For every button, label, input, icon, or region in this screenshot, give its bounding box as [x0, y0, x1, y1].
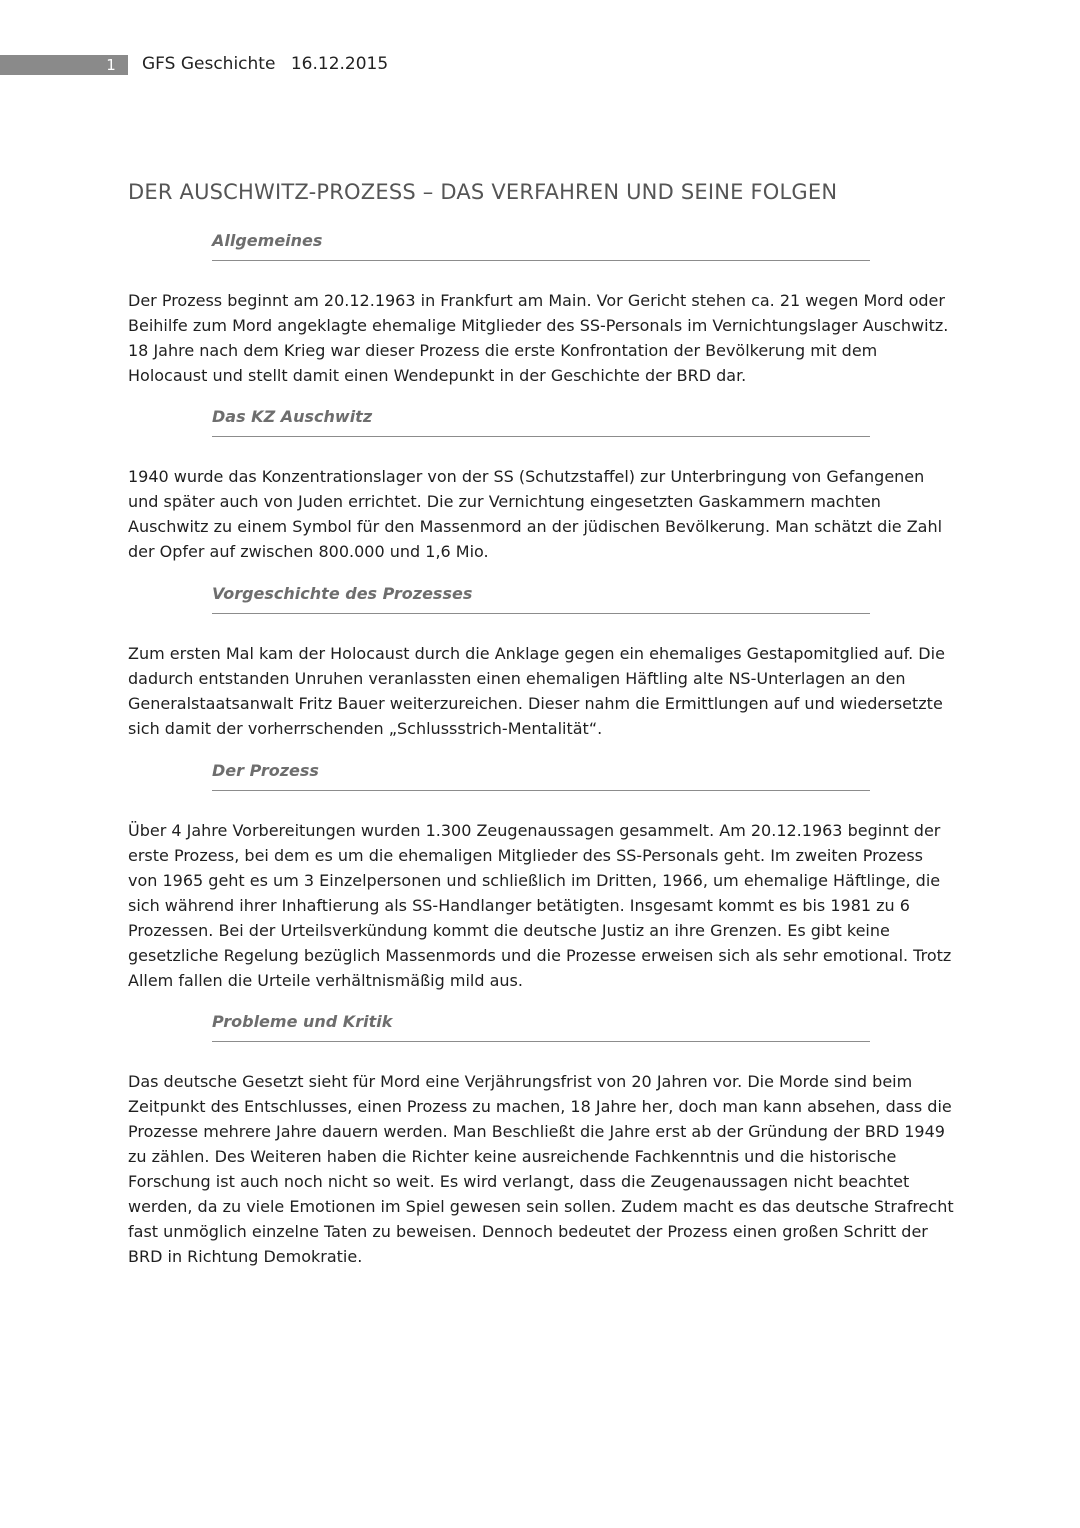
page-number: 1 [106, 56, 116, 74]
section-text-probleme-kritik: Das deutsche Gesetzt sieht für Mord eine Verjährungsfrist von 20 Jahren vor. Die Morde sind beim Zeitpunkt des Entschlusses, einen Prozess zu machen, 18 Jahre her, doch man kann absehen, dass die Prozesse mehrere Jahre dauern werden. Man Beschließt die Jahre erst ab der Gründung der BRD 1949 zu zählen. Des Weiteren haben die Richter keine ausreichende Fachkenntnis und die historische Forschung ist auch noch nicht so weit. Es wird verlangt, dass die Zeugenaussagen nicht beachtet werden, da zu viele Emotionen im Spiel gewesen sein sollen. Zudem macht es das deutsche Strafrecht fast unmöglich einzelne Taten zu beweisen. Dennoch bedeutet der Prozess einen großen Schritt der BRD in Richtung Demokratie. [128, 1072, 954, 1266]
header-date: 16.12.2015 [290, 54, 389, 74]
header-title: GFS Geschichte [142, 54, 276, 74]
document-title: DER AUSCHWITZ-PROZESS – DAS VERFAHREN UND SEINE FOLGEN [128, 180, 838, 204]
section-heading-allgemeines: Allgemeines [212, 230, 870, 261]
section-text-allgemeines: Der Prozess beginnt am 20.12.1963 in Frankfurt am Main. Vor Gericht stehen ca. 21 wegen Mord oder Beihilfe zum Mord angeklagte ehemalige Mitglieder des SS-Personals im Vernichtungslager Auschwitz. 18 Jahre nach dem Krieg war dieser Prozess die erste Konfrontation der Bevölkerung mit dem Holocaust und stellt damit einen Wendepunkt in der Geschichte der BRD dar. [128, 291, 949, 385]
section-heading-kz-auschwitz: Das KZ Auschwitz [212, 406, 870, 437]
section-text-vorgeschichte: Zum ersten Mal kam der Holocaust durch die Anklage gegen ein ehemaliges Gestapomitglied auf. Die dadurch entstanden Unruhen veranlassten einen ehemaligen Häftling alte NS-Unterlagen an den Generalstaatsanwalt Fritz Bauer weiterzureichen. Dieser nahm die Ermittlungen auf und wiedersetzte sich damit der vorherrschenden „Schlussstrich-Mentalität“. [128, 644, 945, 738]
section-text-kz-auschwitz: 1940 wurde das Konzentrationslager von der SS (Schutzstaffel) zur Unterbringung von Gefangenen und später auch von Juden errichtet. Die zur Vernichtung eingesetzten Gaskammern machten Auschwitz zu einem Symbol für den Massenmord an der jüdischen Bevölkerung. Man schätzt die Zahl der Opfer auf zwischen 800.000 und 1,6 Mio. [128, 467, 943, 561]
section-heading-vorgeschichte: Vorgeschichte des Prozesses [212, 583, 870, 614]
section-heading-probleme-kritik: Probleme und Kritik [212, 1011, 870, 1042]
section-text-prozess: Über 4 Jahre Vorbereitungen wurden 1.300 Zeugenaussagen gesammelt. Am 20.12.1963 beginnt der erste Prozess, bei dem es um die ehemaligen Mitglieder des SS-Personals geht. Im zweiten Prozess von 1965 geht es um 3 Einzelpersonen und schließlich im Dritten, 1966, um ehemalige Häftlinge, die sich während ihrer Inhaftierung als SS-Handlanger betätigten. Insgesamt kommt es bis 1981 zu 6 Prozessen. Bei der Urteilsverkündung kommt die deutsche Justiz an ihre Grenzen. Es gibt keine gesetzliche Regelung bezüglich Massenmords und die Prozesse erweisen sich als sehr emotional. Trotz Allem fallen die Urteile verhältnismäßig mild aus. [128, 821, 952, 990]
header [142, 52, 388, 76]
section-heading-prozess: Der Prozess [212, 760, 870, 791]
